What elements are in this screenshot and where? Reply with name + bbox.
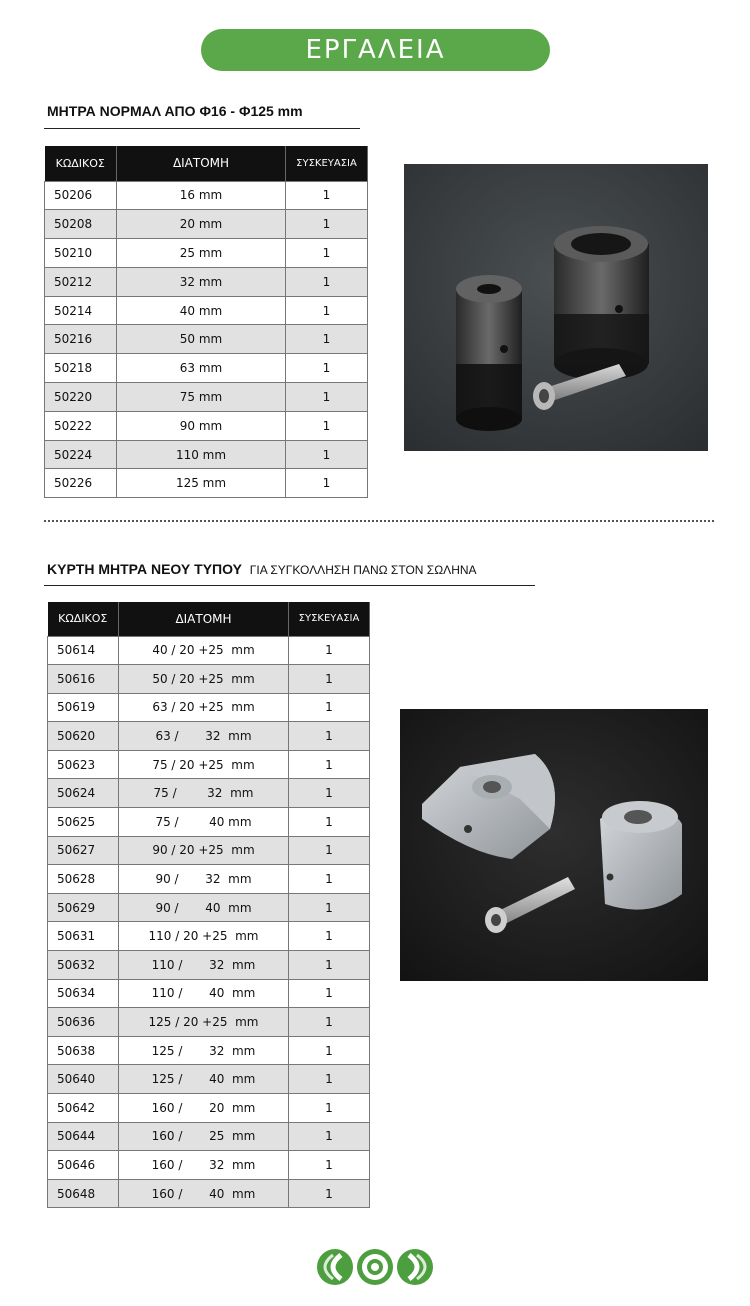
row-package: 1	[286, 440, 368, 469]
row-package: 1	[289, 836, 370, 865]
row-code: 50624	[48, 779, 119, 808]
row-diameter: 40 / 20 +25 mm	[119, 636, 289, 665]
row-code: 50642	[48, 1094, 119, 1123]
row-diameter: 50 / 20 +25 mm	[119, 665, 289, 694]
table-row	[48, 693, 370, 722]
row-code: 50644	[48, 1122, 119, 1151]
table-row	[45, 383, 368, 412]
company-logo-icon	[315, 1246, 435, 1288]
row-package: 1	[289, 922, 370, 951]
table-row	[48, 722, 370, 751]
row-code: 50218	[45, 354, 117, 383]
row-package: 1	[289, 893, 370, 922]
table-row	[48, 1151, 370, 1180]
row-package: 1	[289, 779, 370, 808]
row-diameter: 75 / 32 mm	[119, 779, 289, 808]
normal-die-illustration	[404, 164, 708, 451]
row-diameter: 110 mm	[117, 440, 286, 469]
row-diameter: 160 / 25 mm	[119, 1122, 289, 1151]
row-package: 1	[289, 808, 370, 837]
row-code: 50214	[45, 296, 117, 325]
row-diameter: 160 / 32 mm	[119, 1151, 289, 1180]
row-diameter: 75 mm	[117, 383, 286, 412]
table-row	[48, 951, 370, 980]
row-code: 50212	[45, 267, 117, 296]
row-diameter: 16 mm	[117, 181, 286, 210]
product-photo-curved-die	[400, 709, 708, 981]
curved-die-illustration	[400, 709, 708, 981]
row-code: 50226	[45, 469, 117, 498]
row-diameter: 25 mm	[117, 239, 286, 268]
row-code: 50648	[48, 1179, 119, 1208]
table-header	[48, 602, 370, 636]
table-row	[45, 469, 368, 498]
row-diameter: 125 / 40 mm	[119, 1065, 289, 1094]
table-row	[45, 296, 368, 325]
row-diameter: 110 / 32 mm	[119, 951, 289, 980]
section2-table	[47, 602, 370, 1208]
table-row	[48, 836, 370, 865]
row-diameter: 125 / 32 mm	[119, 1036, 289, 1065]
row-code: 50629	[48, 893, 119, 922]
row-package: 1	[286, 181, 368, 210]
row-code: 50646	[48, 1151, 119, 1180]
table-row	[48, 893, 370, 922]
row-diameter: 90 / 32 mm	[119, 865, 289, 894]
row-package: 1	[286, 210, 368, 239]
row-code: 50620	[48, 722, 119, 751]
table-row	[45, 239, 368, 268]
row-diameter: 110 / 20 +25 mm	[119, 922, 289, 951]
column-header-pkg: ΣΥΣΚΕΥΑΣΙΑ	[286, 146, 368, 181]
row-diameter: 75 / 20 +25 mm	[119, 750, 289, 779]
row-diameter: 110 / 40 mm	[119, 979, 289, 1008]
row-diameter: 75 / 40 mm	[119, 808, 289, 837]
table-row	[48, 750, 370, 779]
row-diameter: 125 / 20 +25 mm	[119, 1008, 289, 1037]
banner-title: ΕΡΓΑΛΕΙΑ	[305, 35, 446, 65]
row-code: 50636	[48, 1008, 119, 1037]
row-diameter: 90 / 20 +25 mm	[119, 836, 289, 865]
row-package: 1	[289, 1122, 370, 1151]
row-diameter: 32 mm	[117, 267, 286, 296]
section1-table	[44, 146, 368, 498]
row-code: 50627	[48, 836, 119, 865]
section2-rule	[44, 585, 535, 586]
row-package: 1	[286, 325, 368, 354]
row-code: 50220	[45, 383, 117, 412]
row-code: 50625	[48, 808, 119, 837]
row-code: 50216	[45, 325, 117, 354]
table-row	[48, 1065, 370, 1094]
table-row	[45, 210, 368, 239]
row-diameter: 40 mm	[117, 296, 286, 325]
row-package: 1	[289, 693, 370, 722]
row-package: 1	[289, 865, 370, 894]
row-package: 1	[289, 1151, 370, 1180]
row-package: 1	[289, 750, 370, 779]
table-row	[45, 267, 368, 296]
table-row	[45, 440, 368, 469]
table-row	[48, 1179, 370, 1208]
table-row	[48, 636, 370, 665]
row-diameter: 50 mm	[117, 325, 286, 354]
table-row	[45, 354, 368, 383]
row-code: 50224	[45, 440, 117, 469]
row-package: 1	[286, 411, 368, 440]
row-code: 50206	[45, 181, 117, 210]
row-code: 50631	[48, 922, 119, 951]
product-photo-normal-die	[404, 164, 708, 451]
row-diameter: 63 / 20 +25 mm	[119, 693, 289, 722]
row-code: 50222	[45, 411, 117, 440]
row-package: 1	[289, 636, 370, 665]
row-package: 1	[286, 296, 368, 325]
column-header-code: ΚΩΔΙΚΟΣ	[45, 146, 117, 181]
row-code: 50623	[48, 750, 119, 779]
table-row	[48, 808, 370, 837]
row-code: 50616	[48, 665, 119, 694]
column-header-dim: ΔΙΑΤΟΜΗ	[119, 602, 289, 636]
row-code: 50614	[48, 636, 119, 665]
row-package: 1	[286, 469, 368, 498]
row-diameter: 125 mm	[117, 469, 286, 498]
table-row	[48, 1122, 370, 1151]
table-row	[48, 665, 370, 694]
section2-title: ΚΥΡΤΗ ΜΗΤΡΑ ΝΕΟΥ ΤΥΠΟΥ	[47, 561, 242, 577]
row-code: 50208	[45, 210, 117, 239]
table-row	[48, 779, 370, 808]
row-package: 1	[289, 1036, 370, 1065]
row-package: 1	[289, 1008, 370, 1037]
section2-subtitle: ΓΙΑ ΣΥΓΚΟΛΛΗΣΗ ΠΑΝΩ ΣΤΟΝ ΣΩΛΗΝΑ	[249, 563, 477, 577]
row-package: 1	[289, 1179, 370, 1208]
column-header-pkg: ΣΥΣΚΕΥΑΣΙΑ	[289, 602, 370, 636]
row-code: 50638	[48, 1036, 119, 1065]
column-header-dim: ΔΙΑΤΟΜΗ	[117, 146, 286, 181]
row-code: 50628	[48, 865, 119, 894]
row-code: 50632	[48, 951, 119, 980]
table-header	[45, 146, 368, 181]
row-diameter: 90 mm	[117, 411, 286, 440]
row-package: 1	[286, 354, 368, 383]
row-diameter: 20 mm	[117, 210, 286, 239]
row-package: 1	[289, 979, 370, 1008]
table-row	[48, 1008, 370, 1037]
table-row	[45, 411, 368, 440]
row-package: 1	[286, 267, 368, 296]
page-banner	[201, 29, 550, 71]
row-package: 1	[289, 665, 370, 694]
row-diameter: 90 / 40 mm	[119, 893, 289, 922]
section2-heading	[47, 561, 477, 577]
row-diameter: 63 mm	[117, 354, 286, 383]
table-row	[45, 325, 368, 354]
company-logo	[315, 1246, 435, 1288]
table-row	[45, 181, 368, 210]
table-row	[48, 1094, 370, 1123]
row-package: 1	[289, 1065, 370, 1094]
row-code: 50634	[48, 979, 119, 1008]
row-diameter: 160 / 20 mm	[119, 1094, 289, 1123]
row-code: 50210	[45, 239, 117, 268]
table-row	[48, 922, 370, 951]
table-row	[48, 1036, 370, 1065]
row-package: 1	[286, 239, 368, 268]
row-diameter: 63 / 32 mm	[119, 722, 289, 751]
row-package: 1	[289, 722, 370, 751]
row-package: 1	[286, 383, 368, 412]
row-package: 1	[289, 951, 370, 980]
row-code: 50640	[48, 1065, 119, 1094]
section1-rule	[44, 128, 360, 129]
section1-heading: ΜΗΤΡΑ ΝΟΡΜΑΛ ΑΠΟ Φ16 - Φ125 mm	[47, 103, 303, 119]
table-row	[48, 979, 370, 1008]
table-row	[48, 865, 370, 894]
section-divider	[44, 520, 714, 522]
row-package: 1	[289, 1094, 370, 1123]
column-header-code: ΚΩΔΙΚΟΣ	[48, 602, 119, 636]
row-diameter: 160 / 40 mm	[119, 1179, 289, 1208]
row-code: 50619	[48, 693, 119, 722]
